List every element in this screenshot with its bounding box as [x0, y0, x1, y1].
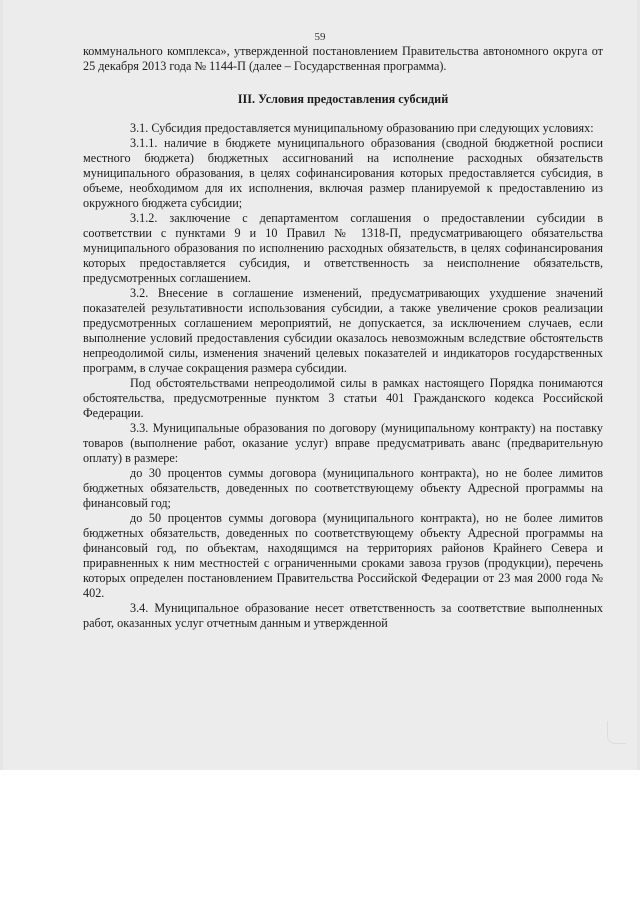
paragraph-3-2: 3.2. Внесение в соглашение изменений, предусматривающих ухудшение значений показателей результативности использования субсидии, а также увеличение сроков реализации предусмотренных соглашением мероприятий, не допускается, за исключением случаев, если выполнение условий предоставления субсидии оказалось невозможным вследствие обстоятельств непреодолимой силы, изменения значений целевых показателей и индикаторов государственных программ, в случае сокращения размера субсидии. — [83, 286, 603, 375]
page-number: 59 — [314, 31, 326, 43]
scan-edge-mark — [607, 721, 626, 744]
paragraph-3-3: 3.3. Муниципальные образования по договору (муниципальному контракту) на поставку товаров (выполнение работ, оказание услуг) вправе предусматривать аванс (предварительную оплату) в размере: — [83, 421, 603, 465]
paragraph-3-4: 3.4. Муниципальное образование несет ответственность за соответствие выполненных работ, оказанных услуг отчетным данным и утвержденной — [83, 601, 603, 630]
document-body — [83, 44, 603, 631]
paragraph-advance-50: до 50 процентов суммы договора (муниципального контракта), но не более лимитов бюджетных обязательств, доведенных по соответствующему объекту Адресной программы на финансовый год, по объектам, находящимся на территориях районов Крайнего Севера и приравненных к ним местностей с ограниченными сроками завоза грузов (продукции), перечень которых определен постановлением Правительства Российской Федерации от 23 мая 2000 года № 402. — [83, 511, 603, 600]
paragraph-3-1-2: 3.1.2. заключение с департаментом соглашения о предоставлении субсидии в соответствии с пунктами 9 и 10 Правил № 1318-П, предусматривающего обязательства муниципального образования по исполнению расходных обязательств, в целях софинансирования которых предоставляется субсидия, и ответственность за неисполнение обязательств, предусмотренных соглашением. — [83, 211, 603, 285]
paragraph-advance-30: до 30 процентов суммы договора (муниципального контракта), но не более лимитов бюджетных обязательств, доведенных по соответствующему объекту Адресной программы на финансовый год; — [83, 466, 603, 510]
section-title: III. Условия предоставления субсидий — [237, 92, 449, 106]
paragraph-3-1: 3.1. Субсидия предоставляется муниципальному образованию при следующих условиях: — [130, 121, 594, 135]
intro-paragraph: коммунального комплекса», утвержденной постановлением Правительства автономного округа от 25 декабря 2013 года № 1144-П (далее – Государственная программа). — [83, 44, 603, 73]
paragraph-3-1-1: 3.1.1. наличие в бюджете муниципального образования (сводной бюджетной росписи местного бюджета) бюджетных ассигнований на исполнение расходных обязательств муниципального образования, в целях софинансирования которых предоставляется субсидия, в объеме, необходимом для их исполнения, включая размер планируемой к предоставлению из окружного бюджета субсидии; — [83, 136, 603, 210]
paragraph-force-majeure: Под обстоятельствами непреодолимой силы в рамках настоящего Порядка понимаются обстоятельства, предусмотренные пунктом 3 статьи 401 Гражданского кодекса Российской Федерации. — [83, 376, 603, 420]
